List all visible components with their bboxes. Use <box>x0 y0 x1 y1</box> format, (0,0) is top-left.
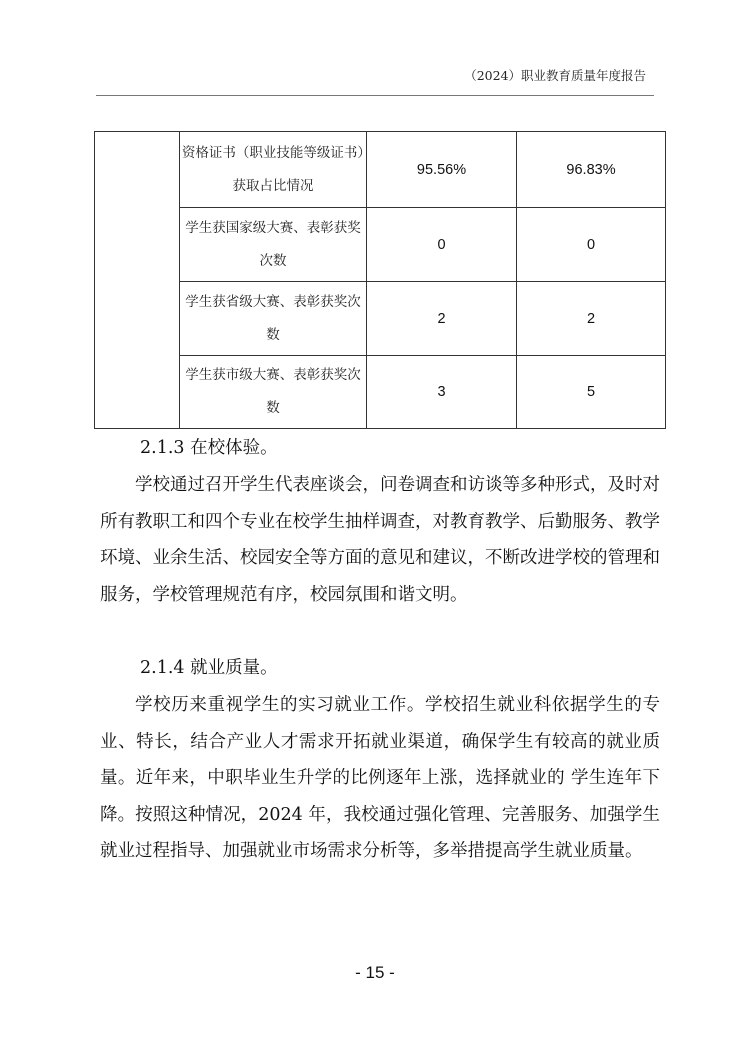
value-2024: 5 <box>517 356 666 429</box>
page-number: - 15 - <box>355 963 395 982</box>
table-row <box>95 208 666 282</box>
section-heading: 2.1.4 就业质量。 <box>140 658 278 678</box>
value-2023: 0 <box>367 208 517 282</box>
paragraph: 学校历来重视学生的实习就业工作。学校招生就业科依据学生的专业、特长，结合产业人才需求开拓就业渠道，确保学生有较高的就业质量。近年来，中职毕业生升学的比例逐年上涨，选择就业的 学生连年下降。按照这种情况，2024 年，我校通过强化管理、完善服务、加强学生就业过程指导、加强就业市场需求分析等，多举措提高学生就业质量。 <box>100 695 660 861</box>
section-body <box>100 467 660 613</box>
row-label: 学生获国家级大赛、表彰获奖次数 <box>180 208 367 282</box>
row-label: 学生获省级大赛、表彰获奖次数 <box>180 282 367 356</box>
section-heading: 2.1.3 在校体验。 <box>140 438 278 458</box>
page-header-title: （2024）职业教育质量年度报告 <box>464 68 646 83</box>
header-divider <box>96 95 654 96</box>
value-2023: 2 <box>367 282 517 356</box>
paragraph: 学校通过召开学生代表座谈会，问卷调查和访谈等多种形式，及时对所有教职工和四个专业在校学生抽样调查，对教育教学、后勤服务、教学环境、业余生活、校园安全等方面的意见和建议，不断改进学校的管理和服务，学校管理规范有序，校园氛围和谐文明。 <box>100 475 660 605</box>
value-2023: 95.56% <box>367 132 517 208</box>
value-2024: 0 <box>517 208 666 282</box>
category-cell <box>95 132 180 429</box>
section-body <box>100 687 660 870</box>
value-2023: 3 <box>367 356 517 429</box>
table-row <box>95 282 666 356</box>
statistics-table <box>94 131 666 429</box>
table-row <box>95 356 666 429</box>
row-label: 学生获市级大赛、表彰获奖次数 <box>180 356 367 429</box>
table-row <box>95 132 666 208</box>
row-label: 资格证书（职业技能等级证书）获取占比情况 <box>180 132 367 208</box>
value-2024: 2 <box>517 282 666 356</box>
value-2024: 96.83% <box>517 132 666 208</box>
